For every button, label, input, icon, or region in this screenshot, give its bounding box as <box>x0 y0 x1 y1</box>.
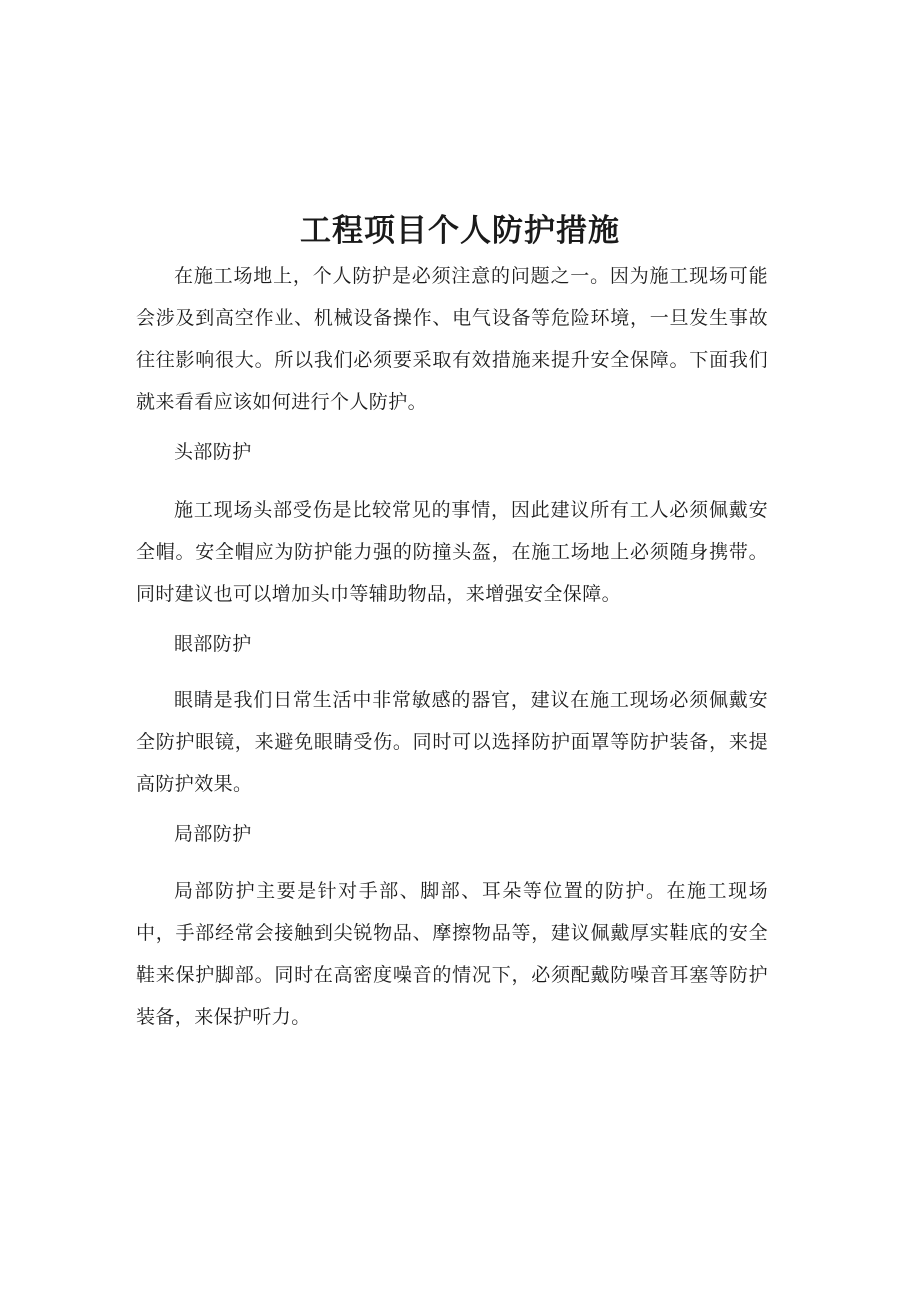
section-body-local-protection: 局部防护主要是针对手部、脚部、耳朵等位置的防护。在施工现场中，手部经常会接触到尖锐物品、摩擦物品等，建议佩戴厚实鞋底的安全鞋来保护脚部。同时在高密度噪音的情况下，必须配戴防噪音耳塞等防护装备，来保护听力。 <box>136 880 768 1028</box>
document-title: 工程项目个人防护措施 <box>300 213 620 249</box>
section-heading-eye-protection: 眼部防护 <box>174 633 252 655</box>
intro-paragraph: 在施工场地上，个人防护是必须注意的问题之一。因为施工现场可能会涉及到高空作业、机械设备操作、电气设备等危险环境，一旦发生事故往往影响很大。所以我们必须要采取有效措施来提升安全保障。下面我们就来看看应该如何进行个人防护。 <box>136 265 768 413</box>
section-body-head-protection: 施工现场头部受伤是比较常见的事情，因此建议所有工人必须佩戴安全帽。安全帽应为防护能力强的防撞头盔，在施工场地上必须随身携带。同时建议也可以增加头巾等辅助物品，来增强安全保障。 <box>136 499 768 605</box>
section-body-eye-protection: 眼睛是我们日常生活中非常敏感的器官，建议在施工现场必须佩戴安全防护眼镜，来避免眼睛受伤。同时可以选择防护面罩等防护装备，来提高防护效果。 <box>136 689 768 795</box>
section-heading-local-protection: 局部防护 <box>174 823 252 845</box>
section-heading-head-protection: 头部防护 <box>174 441 252 463</box>
